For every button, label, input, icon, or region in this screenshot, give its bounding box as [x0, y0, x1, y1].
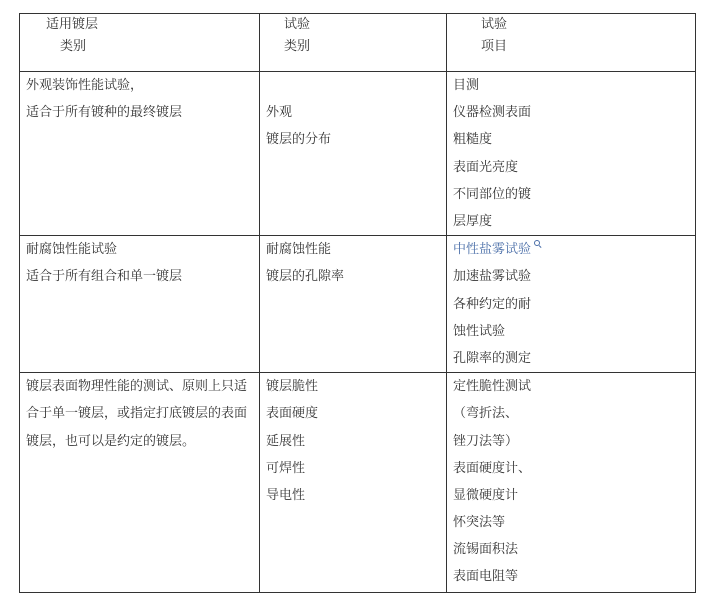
header-text: 试验 — [481, 17, 508, 32]
header-cell-test-category — [260, 14, 447, 72]
cell-text: 孔隙率的测定 — [453, 350, 532, 366]
cell-text: 外观 — [266, 105, 293, 121]
cell-text: 粗糙度 — [453, 132, 493, 148]
cell-text: 流锡面积法 — [453, 542, 519, 558]
cell-text: 镀层的孔隙率 — [266, 269, 345, 285]
cell-text: 加速盐雾试验 — [453, 269, 532, 285]
cell-text: 表面光亮度 — [453, 159, 519, 175]
cell-text: 蚀性试验 — [453, 323, 506, 339]
cell-text: 怀突法等 — [453, 515, 506, 531]
cell-text: 镀层表面物理性能的测试、原则上只适合于单一镀层，或指定打底镀层的表面镀层，也可以是约定的镀层。 — [26, 379, 248, 449]
category-cell — [20, 236, 260, 373]
table-header-row — [20, 14, 696, 72]
category-cell — [20, 373, 260, 593]
cell-text: 表面硬度 — [266, 406, 319, 422]
category-cell — [20, 72, 260, 236]
cell-text: 目测 — [453, 78, 480, 93]
table-row — [20, 72, 696, 236]
header-text: 类别 — [60, 39, 87, 54]
cell-text: 表面硬度计、 — [453, 460, 532, 476]
cell-text: 镀层脆性 — [266, 379, 319, 395]
test-type-cell — [260, 236, 447, 373]
plating-test-table — [19, 13, 696, 593]
cell-text: （弯折法、 — [453, 406, 519, 422]
cell-text: 仪器检测表面 — [453, 105, 532, 121]
table-row — [20, 236, 696, 373]
search-icon[interactable] — [534, 240, 541, 247]
cell-text: 锉刀法等） — [453, 433, 519, 449]
header-text: 试验 — [284, 17, 311, 32]
salt-spray-link-line[interactable] — [453, 236, 689, 263]
cell-text: 延展性 — [266, 433, 306, 449]
salt-spray-test-link[interactable]: 中性盐雾试验 — [453, 242, 532, 258]
cell-text: 层厚度 — [453, 213, 493, 229]
cell-text: 不同部位的镀 — [453, 186, 532, 202]
cell-text: 适合于所有组合和单一镀层 — [26, 269, 183, 285]
cell-text: 表面电阻等 — [453, 569, 519, 585]
cell-text: 定性脆性测试 — [453, 379, 532, 395]
test-items-cell — [447, 72, 696, 236]
test-items-cell — [447, 236, 696, 373]
cell-text: 镀层的分布 — [266, 132, 332, 148]
test-type-cell — [260, 72, 447, 236]
header-text: 项目 — [481, 39, 508, 54]
cell-text: 外观装饰性能试验， — [26, 78, 144, 93]
cell-text: 适合于所有镀种的最终镀层 — [26, 105, 183, 121]
header-cell-plating-category — [20, 14, 260, 72]
cell-text: 耐腐蚀性能 — [266, 242, 332, 258]
cell-text: 各种约定的耐 — [453, 296, 532, 312]
header-cell-test-items — [447, 14, 696, 72]
table-row — [20, 373, 696, 593]
header-text: 适用镀层 — [46, 17, 99, 32]
test-type-cell — [260, 373, 447, 593]
cell-text: 导电性 — [266, 487, 306, 503]
cell-text: 可焊性 — [266, 460, 306, 476]
cell-text: 显微硬度计 — [453, 487, 519, 503]
cell-text: 耐腐蚀性能试验 — [26, 242, 118, 258]
header-text: 类别 — [284, 39, 311, 54]
test-items-cell — [447, 373, 696, 593]
